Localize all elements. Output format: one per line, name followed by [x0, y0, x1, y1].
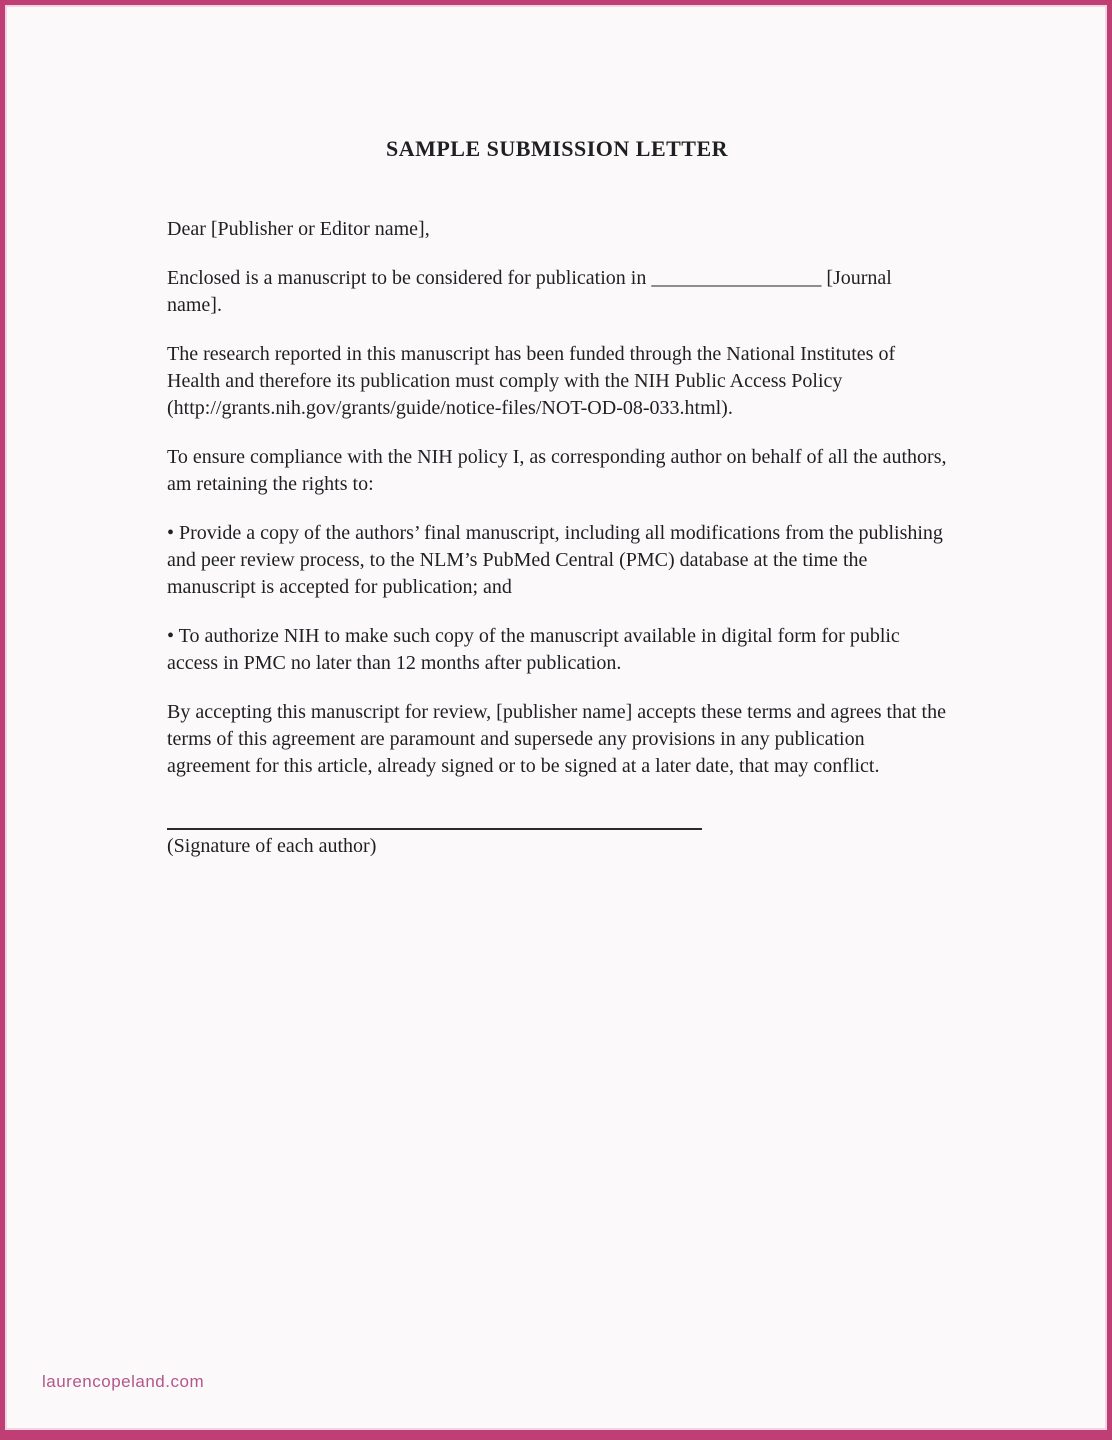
- bullet-provide-copy: • Provide a copy of the authors’ final manuscript, including all modifications from the publishing and peer review process, to the NLM’s PubMed Central (PMC) database at the time the manuscript is accepted for publication; and: [167, 522, 943, 598]
- signature-label: (Signature of each author): [167, 835, 377, 857]
- compliance-intro-paragraph: To ensure compliance with the NIH policy I, as corresponding author on behalf of all the authors, am retaining the rights to:: [167, 446, 947, 495]
- salutation-paragraph: Dear [Publisher or Editor name],: [167, 218, 430, 240]
- bullet-authorize-nih: • To authorize NIH to make such copy of the manuscript available in digital form for public access in PMC no later than 12 months after publication.: [167, 625, 900, 674]
- watermark-site-text: laurencopeland.com: [42, 1372, 205, 1391]
- letter-title: SAMPLE SUBMISSION LETTER: [385, 136, 729, 161]
- signature-line: [167, 828, 702, 830]
- acceptance-terms-paragraph: By accepting this manuscript for review, [publisher name] accepts these terms and agrees that the terms of this agreement are paramount and supersede any provisions in any publication agreement for this article, already signed or to be signed at a later date, that may conflict.: [167, 701, 946, 777]
- signature-block: [167, 828, 947, 860]
- funding-policy-paragraph: The research reported in this manuscript has been funded through the National Institutes of Health and therefore its publication must comply with the NIH Public Access Policy (http://grants.nih.gov/grants/guide/notice-files/NOT-OD-08-033.html).: [167, 343, 896, 419]
- letter-content: [5, 5, 1107, 860]
- enclosure-paragraph: Enclosed is a manuscript to be considered for publication in _________________ [Journal name].: [167, 267, 892, 316]
